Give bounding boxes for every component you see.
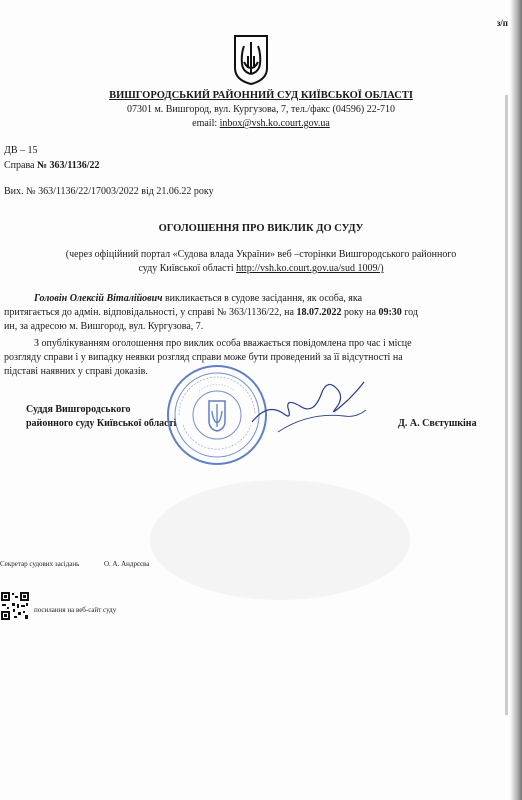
paragraph-2-line-1: З опублікуванням оголошення про виклик особа вважається повідомлена про час і місце (34, 338, 412, 349)
portal-line-2 (0, 263, 522, 274)
portal-link[interactable]: http://vsh.ko.court.gov.ua/sud 1009/) (236, 263, 384, 274)
paragraph-1-line-1 (34, 293, 362, 304)
p1-rest: викликається в судове засідання, як особа, яка (162, 293, 363, 304)
document-code: ДВ – 15 (4, 145, 38, 156)
paragraph-1-line-3: ин, за адресою м. Вишгород, вул. Кургузова, 7. (4, 321, 204, 332)
p1-line2-b: року на (341, 307, 379, 318)
p1-line2-a: притягається до адмін. відповідальності, у справі № 363/1136/22, на (4, 307, 297, 318)
judge-title-line-1: Суддя Вишгородського (26, 404, 131, 415)
judge-name: Д. А. Свєтушкіна (398, 418, 477, 429)
hearing-time: 09:30 (378, 307, 402, 318)
secretary-name: О. А. Андрєєва (104, 560, 150, 568)
outgoing-number: Вих. № 363/1136/22/17003/2022 від 21.06.22 року (4, 186, 214, 197)
case-label: Справа (4, 160, 37, 171)
p1-line2-c: год (401, 307, 418, 318)
portal-text: суду Київської області (138, 263, 237, 274)
paragraph-2-line-3: підставі наявних у справі доказів. (4, 366, 148, 377)
scan-smudge (150, 480, 410, 600)
page-marker: з/п (496, 18, 508, 28)
case-number: № 363/1136/22 (37, 160, 100, 171)
email-link[interactable]: inbox@vsh.ko.court.gov.ua (219, 118, 330, 129)
court-name: ВИШГОРОДСЬКИЙ РАЙОННИЙ СУД КИЇВСЬКОЇ ОБЛАСТІ (109, 90, 413, 101)
judge-signature (248, 372, 368, 442)
qr-code-icon[interactable] (0, 591, 30, 621)
secretary-label: Секретар судових засідань (0, 560, 80, 568)
portal-line-1: (через офіційний портал «Судова влада України» веб –сторінки Вишгородського районного (65, 249, 457, 260)
coat-of-arms-icon (233, 34, 269, 86)
case-line (4, 160, 100, 171)
court-email-line (0, 118, 522, 129)
email-label: email: (192, 118, 220, 129)
hearing-date: 18.07.2022 (296, 307, 342, 318)
paragraph-2-line-2: розгляду справи і у випадку неявки розгляд справи може бути проведений за її відсутності на (4, 352, 403, 363)
summoned-person-name: Головін Олексій Віталійович (34, 293, 163, 304)
court-address: 07301 м. Вишгород, вул. Кургузова, 7, тел./факс (04596) 22-710 (126, 104, 396, 115)
paragraph-1-line-2 (4, 307, 418, 318)
scan-shadow-line (505, 95, 508, 715)
qr-label: посилання на веб-сайт суду (34, 606, 117, 614)
judge-title-line-2: районного суду Київської області (26, 418, 177, 429)
notice-heading: ОГОЛОШЕННЯ ПРО ВИКЛИК ДО СУДУ (158, 223, 364, 234)
